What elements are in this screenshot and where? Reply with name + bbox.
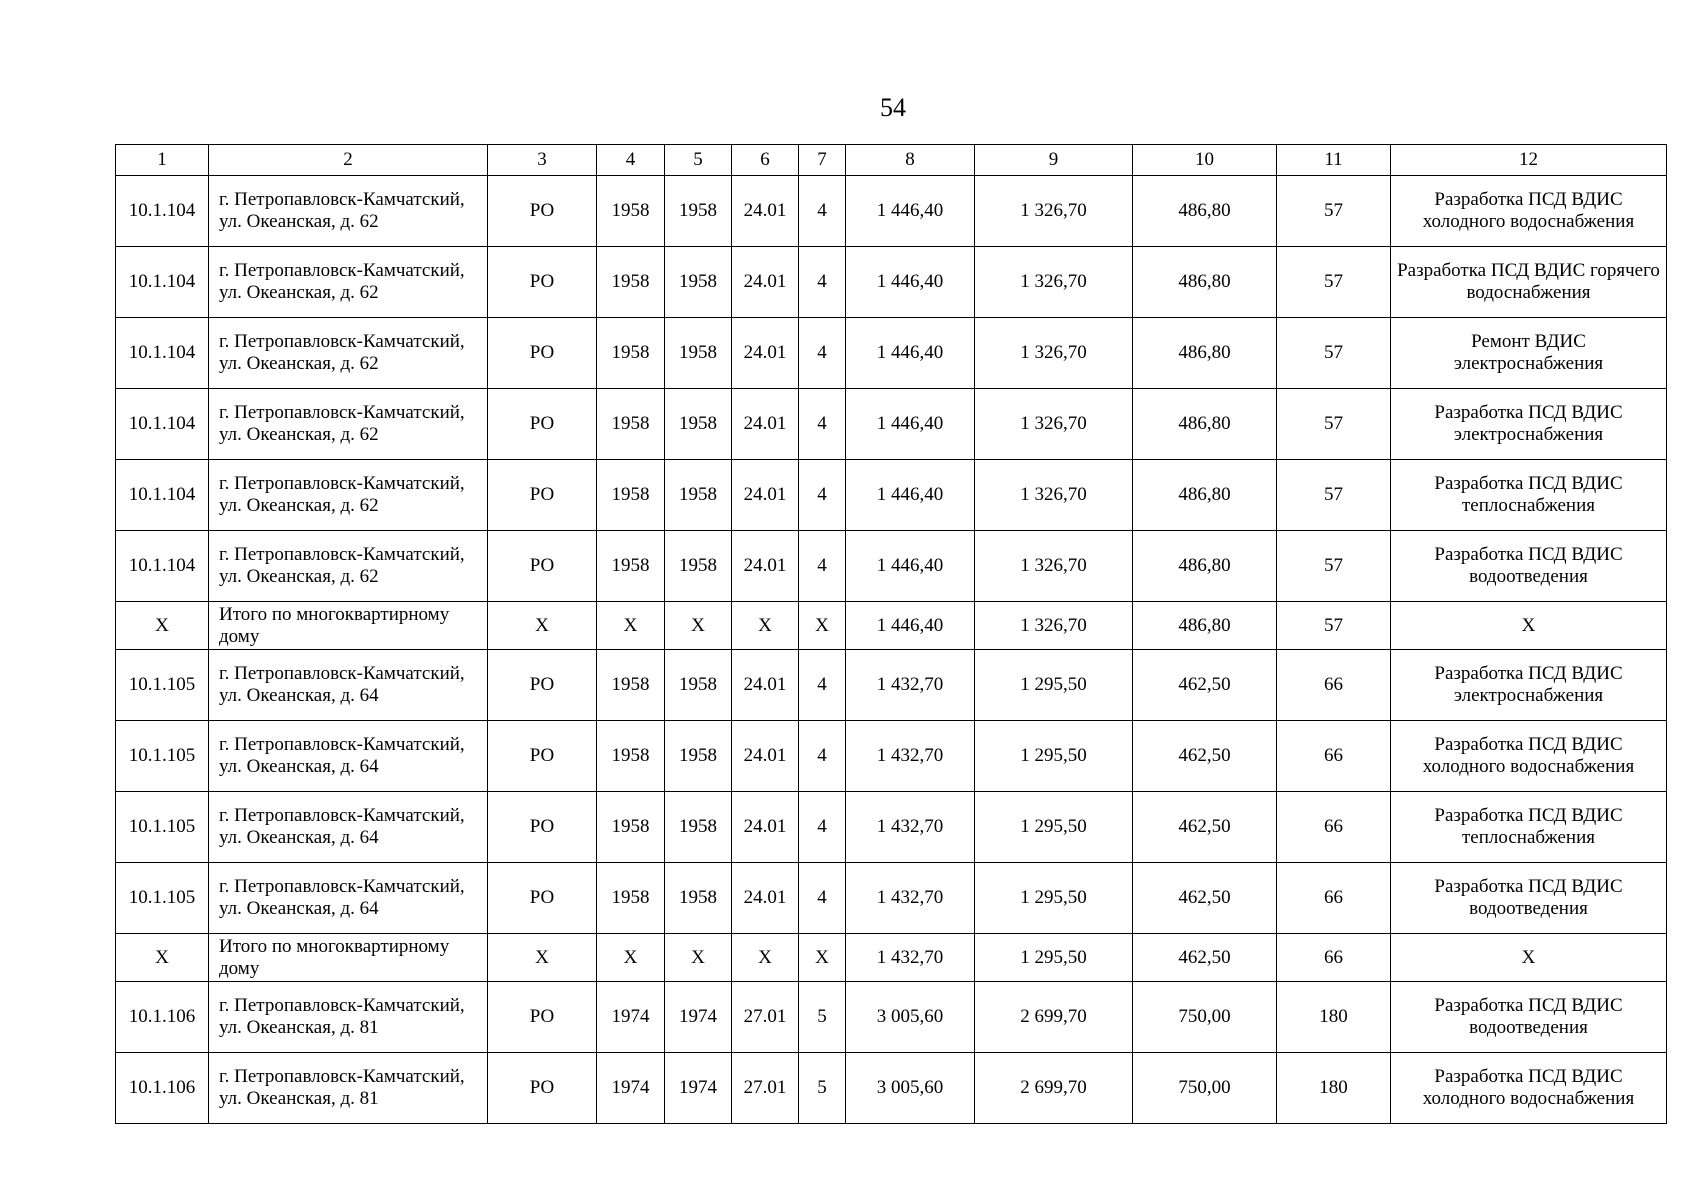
total-area-cell: 1 446,40 xyxy=(846,531,975,602)
row-code-cell: 10.1.105 xyxy=(116,863,209,934)
page-number: 54 xyxy=(880,93,906,122)
row-code-cell: 10.1.105 xyxy=(116,721,209,792)
build-year-cell: 1974 xyxy=(597,1053,665,1124)
living-area-cell: 1 326,70 xyxy=(975,176,1133,247)
column-header: 11 xyxy=(1277,145,1391,176)
wall-material-cell: 24.01 xyxy=(732,531,799,602)
wall-material-cell: Х xyxy=(732,602,799,650)
row-code-cell: Х xyxy=(116,602,209,650)
wall-material-cell: 24.01 xyxy=(732,792,799,863)
wall-material-cell: 24.01 xyxy=(732,176,799,247)
nonliving-area-cell: 750,00 xyxy=(1133,982,1277,1053)
build-year-cell: 1958 xyxy=(597,176,665,247)
address-cell: г. Петропавловск-Камчатский, ул. Океанская, д. 62 xyxy=(209,460,488,531)
row-code-cell: 10.1.105 xyxy=(116,792,209,863)
row-code-cell: 10.1.104 xyxy=(116,247,209,318)
nonliving-area-cell: 486,80 xyxy=(1133,602,1277,650)
column-header: 1 xyxy=(116,145,209,176)
total-area-cell: 1 432,70 xyxy=(846,934,975,982)
wall-material-cell: 24.01 xyxy=(732,460,799,531)
commission-year-cell: Х xyxy=(665,934,732,982)
floors-cell: 4 xyxy=(799,650,846,721)
work-type-cell: Х xyxy=(1391,934,1667,982)
total-row xyxy=(116,934,1667,982)
total-area-cell: 3 005,60 xyxy=(846,1053,975,1124)
residents-cell: 180 xyxy=(1277,982,1391,1053)
column-number-row xyxy=(116,145,1667,176)
total-area-cell: 1 432,70 xyxy=(846,650,975,721)
nonliving-area-cell: 486,80 xyxy=(1133,176,1277,247)
column-header: 8 xyxy=(846,145,975,176)
residents-cell: 57 xyxy=(1277,531,1391,602)
floors-cell: 4 xyxy=(799,792,846,863)
column-header: 7 xyxy=(799,145,846,176)
address-cell: г. Петропавловск-Камчатский, ул. Океанская, д. 62 xyxy=(209,389,488,460)
total-area-cell: 1 432,70 xyxy=(846,792,975,863)
build-year-cell: 1958 xyxy=(597,460,665,531)
row-code-cell: 10.1.104 xyxy=(116,318,209,389)
row-code-cell: 10.1.104 xyxy=(116,389,209,460)
residents-cell: 66 xyxy=(1277,934,1391,982)
wall-material-cell: 27.01 xyxy=(732,1053,799,1124)
floors-cell: 4 xyxy=(799,460,846,531)
table-row xyxy=(116,982,1667,1053)
floors-cell: 4 xyxy=(799,247,846,318)
nonliving-area-cell: 486,80 xyxy=(1133,460,1277,531)
row-code-cell: 10.1.104 xyxy=(116,176,209,247)
build-year-cell: 1958 xyxy=(597,531,665,602)
table-row xyxy=(116,318,1667,389)
build-year-cell: Х xyxy=(597,602,665,650)
nonliving-area-cell: 462,50 xyxy=(1133,650,1277,721)
total-area-cell: 3 005,60 xyxy=(846,982,975,1053)
residents-cell: 66 xyxy=(1277,721,1391,792)
row-code-cell: 10.1.106 xyxy=(116,982,209,1053)
work-type-cell: Разработка ПСД ВДИС горячего водоснабжения xyxy=(1391,247,1667,318)
commission-year-cell: 1958 xyxy=(665,247,732,318)
address-cell: Итого по многоквартирному дому xyxy=(209,934,488,982)
living-area-cell: 1 326,70 xyxy=(975,531,1133,602)
total-area-cell: 1 446,40 xyxy=(846,247,975,318)
address-cell: г. Петропавловск-Камчатский, ул. Океанская, д. 62 xyxy=(209,176,488,247)
floors-cell: Х xyxy=(799,934,846,982)
floors-cell: 4 xyxy=(799,531,846,602)
residents-cell: 66 xyxy=(1277,863,1391,934)
owner-type-cell: РО xyxy=(488,792,597,863)
owner-type-cell: РО xyxy=(488,1053,597,1124)
table-row xyxy=(116,1053,1667,1124)
nonliving-area-cell: 462,50 xyxy=(1133,721,1277,792)
column-header: 2 xyxy=(209,145,488,176)
commission-year-cell: 1958 xyxy=(665,389,732,460)
floors-cell: 4 xyxy=(799,318,846,389)
address-cell: г. Петропавловск-Камчатский, ул. Океанская, д. 62 xyxy=(209,247,488,318)
work-type-cell: Разработка ПСД ВДИС теплоснабжения xyxy=(1391,792,1667,863)
nonliving-area-cell: 486,80 xyxy=(1133,531,1277,602)
wall-material-cell: 24.01 xyxy=(732,247,799,318)
commission-year-cell: 1958 xyxy=(665,863,732,934)
work-type-cell: Разработка ПСД ВДИС водоотведения xyxy=(1391,982,1667,1053)
commission-year-cell: 1958 xyxy=(665,176,732,247)
column-header: 12 xyxy=(1391,145,1667,176)
residents-cell: 57 xyxy=(1277,247,1391,318)
column-header: 6 xyxy=(732,145,799,176)
owner-type-cell: РО xyxy=(488,531,597,602)
living-area-cell: 1 295,50 xyxy=(975,650,1133,721)
column-header: 5 xyxy=(665,145,732,176)
address-cell: г. Петропавловск-Камчатский, ул. Океанская, д. 62 xyxy=(209,318,488,389)
floors-cell: 4 xyxy=(799,176,846,247)
column-header: 9 xyxy=(975,145,1133,176)
residents-cell: 57 xyxy=(1277,602,1391,650)
owner-type-cell: РО xyxy=(488,460,597,531)
row-code-cell: 10.1.104 xyxy=(116,460,209,531)
owner-type-cell: Х xyxy=(488,602,597,650)
row-code-cell: 10.1.104 xyxy=(116,531,209,602)
work-type-cell: Разработка ПСД ВДИС теплоснабжения xyxy=(1391,460,1667,531)
work-type-cell: Разработка ПСД ВДИС электроснабжения xyxy=(1391,650,1667,721)
floors-cell: 5 xyxy=(799,1053,846,1124)
residents-cell: 180 xyxy=(1277,1053,1391,1124)
owner-type-cell: РО xyxy=(488,982,597,1053)
owner-type-cell: РО xyxy=(488,247,597,318)
residents-cell: 66 xyxy=(1277,650,1391,721)
column-header: 4 xyxy=(597,145,665,176)
build-year-cell: 1958 xyxy=(597,650,665,721)
living-area-cell: 2 699,70 xyxy=(975,982,1133,1053)
commission-year-cell: 1958 xyxy=(665,318,732,389)
address-cell: г. Петропавловск-Камчатский, ул. Океанская, д. 62 xyxy=(209,531,488,602)
work-type-cell: Разработка ПСД ВДИС холодного водоснабжения xyxy=(1391,176,1667,247)
address-cell: г. Петропавловск-Камчатский, ул. Океанская, д. 81 xyxy=(209,1053,488,1124)
build-year-cell: 1958 xyxy=(597,389,665,460)
wall-material-cell: 24.01 xyxy=(732,318,799,389)
work-type-cell: Разработка ПСД ВДИС электроснабжения xyxy=(1391,389,1667,460)
build-year-cell: 1958 xyxy=(597,318,665,389)
residents-cell: 57 xyxy=(1277,389,1391,460)
build-year-cell: 1974 xyxy=(597,982,665,1053)
capital-repair-table xyxy=(115,144,1667,1124)
commission-year-cell: 1974 xyxy=(665,982,732,1053)
owner-type-cell: РО xyxy=(488,318,597,389)
table-body xyxy=(116,176,1667,1124)
address-cell: Итого по многоквартирному дому xyxy=(209,602,488,650)
address-cell: г. Петропавловск-Камчатский, ул. Океанская, д. 64 xyxy=(209,792,488,863)
commission-year-cell: 1974 xyxy=(665,1053,732,1124)
floors-cell: 4 xyxy=(799,721,846,792)
total-area-cell: 1 446,40 xyxy=(846,318,975,389)
floors-cell: 5 xyxy=(799,982,846,1053)
address-cell: г. Петропавловск-Камчатский, ул. Океанская, д. 64 xyxy=(209,863,488,934)
total-area-cell: 1 446,40 xyxy=(846,176,975,247)
wall-material-cell: Х xyxy=(732,934,799,982)
build-year-cell: Х xyxy=(597,934,665,982)
wall-material-cell: 24.01 xyxy=(732,389,799,460)
living-area-cell: 2 699,70 xyxy=(975,1053,1133,1124)
wall-material-cell: 27.01 xyxy=(732,982,799,1053)
nonliving-area-cell: 462,50 xyxy=(1133,863,1277,934)
nonliving-area-cell: 486,80 xyxy=(1133,247,1277,318)
nonliving-area-cell: 486,80 xyxy=(1133,318,1277,389)
total-area-cell: 1 446,40 xyxy=(846,602,975,650)
table-row xyxy=(116,650,1667,721)
living-area-cell: 1 295,50 xyxy=(975,721,1133,792)
commission-year-cell: 1958 xyxy=(665,792,732,863)
living-area-cell: 1 326,70 xyxy=(975,247,1133,318)
build-year-cell: 1958 xyxy=(597,863,665,934)
build-year-cell: 1958 xyxy=(597,792,665,863)
residents-cell: 57 xyxy=(1277,460,1391,531)
work-type-cell: Разработка ПСД ВДИС водоотведения xyxy=(1391,863,1667,934)
column-header: 3 xyxy=(488,145,597,176)
floors-cell: Х xyxy=(799,602,846,650)
living-area-cell: 1 326,70 xyxy=(975,389,1133,460)
nonliving-area-cell: 486,80 xyxy=(1133,389,1277,460)
owner-type-cell: РО xyxy=(488,389,597,460)
living-area-cell: 1 295,50 xyxy=(975,934,1133,982)
owner-type-cell: РО xyxy=(488,176,597,247)
build-year-cell: 1958 xyxy=(597,247,665,318)
nonliving-area-cell: 750,00 xyxy=(1133,1053,1277,1124)
work-type-cell: Х xyxy=(1391,602,1667,650)
commission-year-cell: 1958 xyxy=(665,650,732,721)
total-area-cell: 1 446,40 xyxy=(846,460,975,531)
total-area-cell: 1 432,70 xyxy=(846,721,975,792)
owner-type-cell: Х xyxy=(488,934,597,982)
residents-cell: 57 xyxy=(1277,176,1391,247)
commission-year-cell: 1958 xyxy=(665,721,732,792)
total-area-cell: 1 446,40 xyxy=(846,389,975,460)
work-type-cell: Разработка ПСД ВДИС холодного водоснабжения xyxy=(1391,1053,1667,1124)
address-cell: г. Петропавловск-Камчатский, ул. Океанская, д. 81 xyxy=(209,982,488,1053)
living-area-cell: 1 326,70 xyxy=(975,318,1133,389)
wall-material-cell: 24.01 xyxy=(732,721,799,792)
wall-material-cell: 24.01 xyxy=(732,650,799,721)
total-area-cell: 1 432,70 xyxy=(846,863,975,934)
work-type-cell: Разработка ПСД ВДИС водоотведения xyxy=(1391,531,1667,602)
row-code-cell: Х xyxy=(116,934,209,982)
address-cell: г. Петропавловск-Камчатский, ул. Океанская, д. 64 xyxy=(209,721,488,792)
living-area-cell: 1 326,70 xyxy=(975,460,1133,531)
commission-year-cell: 1958 xyxy=(665,460,732,531)
row-code-cell: 10.1.105 xyxy=(116,650,209,721)
table-row xyxy=(116,792,1667,863)
wall-material-cell: 24.01 xyxy=(732,863,799,934)
floors-cell: 4 xyxy=(799,389,846,460)
owner-type-cell: РО xyxy=(488,721,597,792)
table-row xyxy=(116,247,1667,318)
row-code-cell: 10.1.106 xyxy=(116,1053,209,1124)
commission-year-cell: 1958 xyxy=(665,531,732,602)
table-row xyxy=(116,721,1667,792)
work-type-cell: Ремонт ВДИС электроснабжения xyxy=(1391,318,1667,389)
owner-type-cell: РО xyxy=(488,863,597,934)
living-area-cell: 1 295,50 xyxy=(975,863,1133,934)
table-row xyxy=(116,460,1667,531)
build-year-cell: 1958 xyxy=(597,721,665,792)
owner-type-cell: РО xyxy=(488,650,597,721)
residents-cell: 66 xyxy=(1277,792,1391,863)
floors-cell: 4 xyxy=(799,863,846,934)
table-row xyxy=(116,389,1667,460)
table-row xyxy=(116,863,1667,934)
table-row xyxy=(116,176,1667,247)
column-header: 10 xyxy=(1133,145,1277,176)
nonliving-area-cell: 462,50 xyxy=(1133,934,1277,982)
total-row xyxy=(116,602,1667,650)
residents-cell: 57 xyxy=(1277,318,1391,389)
table-row xyxy=(116,531,1667,602)
living-area-cell: 1 295,50 xyxy=(975,792,1133,863)
nonliving-area-cell: 462,50 xyxy=(1133,792,1277,863)
work-type-cell: Разработка ПСД ВДИС холодного водоснабжения xyxy=(1391,721,1667,792)
commission-year-cell: Х xyxy=(665,602,732,650)
address-cell: г. Петропавловск-Камчатский, ул. Океанская, д. 64 xyxy=(209,650,488,721)
living-area-cell: 1 326,70 xyxy=(975,602,1133,650)
